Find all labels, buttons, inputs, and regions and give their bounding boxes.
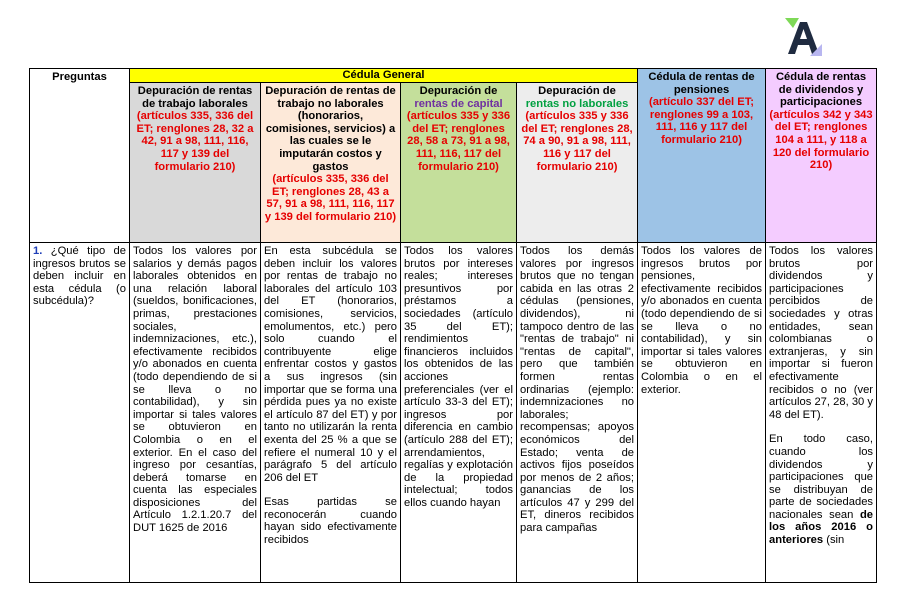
header-pensiones: Cédula de rentas de pensiones (artículo 337 del ET; renglones 99 a 103, 111, 116 y 117 del formulario 210) (638, 69, 766, 243)
header-rentas-trabajo-no-laborales: Depuración de rentas de trabajo no laborales (honorarios, comisiones, servicios) a las cuales se le imputarán costos y gastos (artículos 335, 336 del ET; renglones 28, 43 a 57, 91 a 98, 111, 116, 117 y 139 del formulario 210) (261, 83, 401, 243)
header-dividendos: Cédula de rentas de dividendos y participaciones (artículos 342 y 343 del ET; renglones 104 a 111, y 118 a 120 del formulario 210) (766, 69, 877, 243)
answer-dividendos: Todos los valores brutos por dividendos y participaciones percibidos de sociedades y otras entidades, sean colombianas o extranjeras, y sin importar si fueron efectivamente recibidos o no (ver artículos 27, 28, 30 y 48 del ET). En todo caso, cuando los dividendos y participaciones que se distribuyan de parte de sociedades nacionales sean de los años 2016 o anteriores (sin (766, 243, 877, 583)
logo-triangle-green (785, 18, 799, 28)
tax-schedule-table (29, 68, 877, 583)
answer-rentas-no-laborales: Todos los demás valores por ingresos brutos que no tengan cabida en las otras 2 cédulas (pensiones, dividendos), ni tampoco dentro de las "rentas de trabajo" ni "rentas de capital", pero que también formen rentas ordinarias (ejemplo: indemnizaciones no laborales; recompensas; apoyos económicos del Estado; venta de activos fijos poseídos por menos de 2 años; ganancias de los artículos 47 y 299 del ET, dineros recibidos para campañas (517, 243, 638, 583)
header-rentas-no-laborales: Depuración de rentas no laborales (artículos 335 y 336 del ET; renglones 28, 74 a 90, 91 a 98, 111, 116 y 117 del formulario 210) (517, 83, 638, 243)
answer-pensiones: Todos los valores de ingresos brutos por pensiones, efectivamente recibidos y/o abonados en cuenta (todo dependiendo de si se lleva o no contabilidad), y sin importar si tales valores se obtuvieron en Colombia o en el exterior. (638, 243, 766, 583)
header-cedula-general: Cédula General (130, 69, 638, 83)
question-cell: 1. ¿Qué tipo de ingresos brutos se deben incluir en esta cédula (o subcédula)? (30, 243, 130, 583)
header-rentas-trabajo-laborales: Depuración de rentas de trabajo laborales (artículos 335, 336 del ET; renglones 28, 32 a 42, 91 a 98, 111, 116, 117 y 139 del formulario 210) (130, 83, 261, 243)
answer-rentas-capital: Todos los valores brutos por intereses reales; intereses presuntivos por préstamos a sociedades (artículo 35 del ET); rendimientos financieros incluidos los obtenidos de las acciones preferenciales (ver el artículo 33-3 del ET); ingresos por diferencia en cambio (artículo 288 del ET); arrendamientos, regalías y explotación de la propiedad intelectual; todos ellos cuando hayan (401, 243, 517, 583)
header-rentas-capital: Depuración de rentas de capital (artículos 335 y 336 del ET; renglones 28, 58 a 73, 91 a 98, 111, 116, 117 del formulario 210) (401, 83, 517, 243)
answer-rentas-trabajo-laborales: Todos los valores por salarios y demás pagos laborales obtenidos en una relación laboral (sueldos, bonificaciones, primas, prestaciones sociales, indemnizaciones, etc.), efectivamente recibidos y/o abonados en cuenta (todo dependiendo de si se lleva o no contabilidad), y sin importar si tales valores se obtuvieron en Colombia o en el exterior. En el caso del ingreso por cesantías, deberá tomarse en cuenta las especiales disposiciones del Artículo 1.2.1.20.7 del DUT 1625 de 2016 (130, 243, 261, 583)
answer-rentas-trabajo-no-laborales: En esta subcédula se deben incluir los valores por rentas de trabajo no laborales del artículo 103 del ET (honorarios, comisiones, servicios, emolumentos, etc.) pero solo cuando el contribuyente elige enfrentar costos y gastos a sus ingresos (sin importar que se forma una pérdida pues ya no existe el artículo 87 del ET) y por tanto no utilizarán la renta exenta del 25 % a que se refiere el numeral 10 y el parágrafo 5 del artículo 206 del ET Esas partidas se reconocerán cuando hayan sido efectivamente recibidos (261, 243, 401, 583)
header-preguntas: Preguntas (30, 69, 130, 243)
brand-logo (783, 16, 823, 58)
